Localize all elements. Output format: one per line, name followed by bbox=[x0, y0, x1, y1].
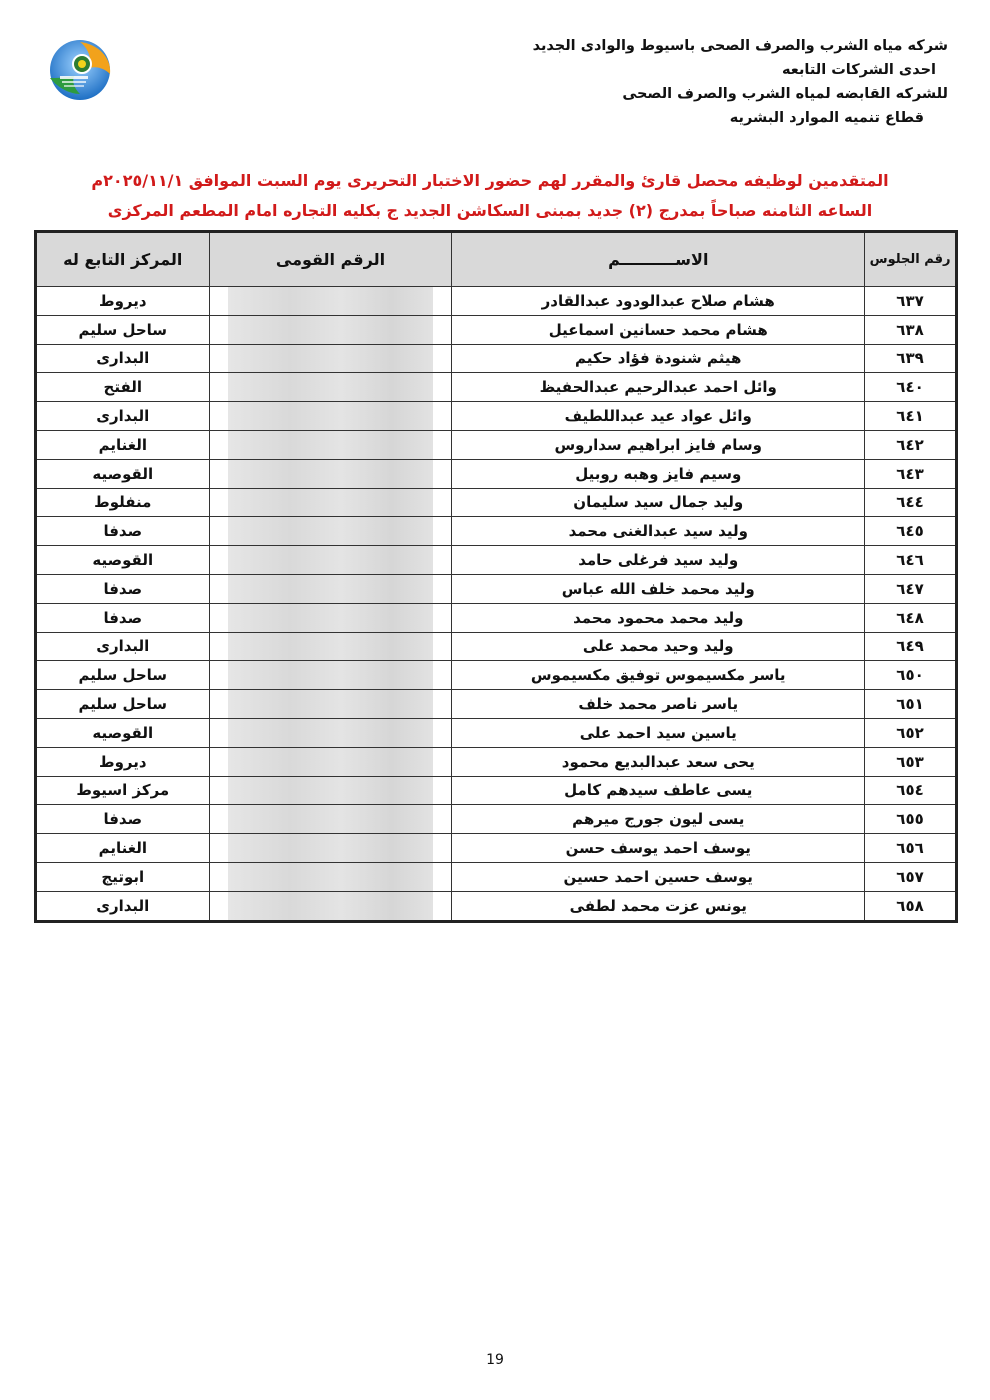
center-cell: البدارى bbox=[36, 344, 210, 373]
redaction-blur bbox=[228, 460, 434, 488]
table-row bbox=[36, 805, 957, 834]
seat-number-cell: ٦٤٤ bbox=[865, 488, 957, 517]
seat-number-cell: ٦٤٥ bbox=[865, 517, 957, 546]
national-id-cell-redacted bbox=[209, 402, 452, 431]
national-id-cell-redacted bbox=[209, 287, 452, 316]
center-cell: صدفا bbox=[36, 574, 210, 603]
seat-number-cell: ٦٥٠ bbox=[865, 661, 957, 690]
table-row bbox=[36, 517, 957, 546]
name-cell: وليد جمال سيد سليمان bbox=[452, 488, 865, 517]
seat-number-cell: ٦٣٩ bbox=[865, 344, 957, 373]
table-row bbox=[36, 718, 957, 747]
redaction-blur bbox=[228, 316, 434, 344]
redaction-blur bbox=[228, 633, 434, 661]
national-id-cell-redacted bbox=[209, 430, 452, 459]
name-cell: هيثم شنودة فؤاد حكيم bbox=[452, 344, 865, 373]
redaction-blur bbox=[228, 604, 434, 632]
redaction-blur bbox=[228, 373, 434, 401]
name-cell: وليد سيد عبدالغنى محمد bbox=[452, 517, 865, 546]
seat-number-cell: ٦٥٥ bbox=[865, 805, 957, 834]
national-id-cell-redacted bbox=[209, 459, 452, 488]
name-cell: وائل عواد عيد عبداللطيف bbox=[452, 402, 865, 431]
name-cell: وليد وحيد محمد على bbox=[452, 632, 865, 661]
seat-number-cell: ٦٥١ bbox=[865, 690, 957, 719]
seat-number-cell: ٦٥٤ bbox=[865, 776, 957, 805]
header-seat-number: رقم الجلوس bbox=[865, 232, 957, 287]
table-row bbox=[36, 315, 957, 344]
center-cell: البدارى bbox=[36, 632, 210, 661]
seat-number-cell: ٦٤٨ bbox=[865, 603, 957, 632]
company-logo-icon bbox=[44, 38, 116, 102]
table-row bbox=[36, 373, 957, 402]
center-cell: ساحل سليم bbox=[36, 690, 210, 719]
center-cell: ساحل سليم bbox=[36, 661, 210, 690]
center-cell: مركز اسيوط bbox=[36, 776, 210, 805]
seat-number-cell: ٦٤٢ bbox=[865, 430, 957, 459]
table-row bbox=[36, 459, 957, 488]
notice-line-1: المتقدمين لوظيفه محصل قارئ والمقرر لهم حضور الاختبار التحريرى يوم السبت الموافق ٢٠٢٥/١١/١م bbox=[91, 171, 889, 190]
center-cell: صدفا bbox=[36, 517, 210, 546]
seat-number-cell: ٦٣٨ bbox=[865, 315, 957, 344]
redaction-blur bbox=[228, 719, 434, 747]
table-row bbox=[36, 488, 957, 517]
center-cell: الفتح bbox=[36, 373, 210, 402]
header-line-sector: قطاع تنميه الموارد البشريه bbox=[729, 110, 924, 126]
center-cell: البدارى bbox=[36, 891, 210, 921]
seat-number-cell: ٦٤٧ bbox=[865, 574, 957, 603]
name-cell: يوسف حسين احمد حسين bbox=[452, 862, 865, 891]
redaction-blur bbox=[228, 575, 434, 603]
header-line-holding: للشركه القابضه لمياه الشرب والصرف الصحى bbox=[622, 86, 948, 102]
redaction-blur bbox=[228, 661, 434, 689]
seat-number-cell: ٦٣٧ bbox=[865, 287, 957, 316]
seat-number-cell: ٦٥٢ bbox=[865, 718, 957, 747]
redaction-blur bbox=[228, 489, 434, 517]
name-cell: يسى ليون جورج ميرهم bbox=[452, 805, 865, 834]
center-cell: القوصيه bbox=[36, 718, 210, 747]
table-row bbox=[36, 344, 957, 373]
national-id-cell-redacted bbox=[209, 718, 452, 747]
center-cell: ابوتيج bbox=[36, 862, 210, 891]
name-cell: هشام صلاح عبدالودود عبدالقادر bbox=[452, 287, 865, 316]
table-row bbox=[36, 834, 957, 863]
table-row bbox=[36, 287, 957, 316]
redaction-blur bbox=[228, 431, 434, 459]
national-id-cell-redacted bbox=[209, 661, 452, 690]
redaction-blur bbox=[228, 805, 434, 833]
name-cell: هشام محمد حسانين اسماعيل bbox=[452, 315, 865, 344]
seat-number-cell: ٦٥٧ bbox=[865, 862, 957, 891]
redaction-blur bbox=[228, 345, 434, 373]
candidates-table bbox=[34, 230, 958, 923]
page-number: 19 bbox=[486, 1352, 504, 1368]
notice-line-2: الساعه الثامنه صباحاً بمدرج (٢) جديد بمبنى السكاشن الجديد ج بكليه التجاره امام المطعم المركزى bbox=[107, 201, 873, 220]
table-row bbox=[36, 603, 957, 632]
center-cell: منفلوط bbox=[36, 488, 210, 517]
seat-number-cell: ٦٤٩ bbox=[865, 632, 957, 661]
table-row bbox=[36, 632, 957, 661]
name-cell: وليد سيد فرغلى حامد bbox=[452, 546, 865, 575]
table-row bbox=[36, 862, 957, 891]
name-cell: يوسف احمد يوسف حسن bbox=[452, 834, 865, 863]
redaction-blur bbox=[228, 546, 434, 574]
national-id-cell-redacted bbox=[209, 603, 452, 632]
table-row bbox=[36, 661, 957, 690]
national-id-cell-redacted bbox=[209, 891, 452, 921]
table-row bbox=[36, 891, 957, 921]
center-cell: صدفا bbox=[36, 805, 210, 834]
table-row bbox=[36, 546, 957, 575]
header-center: المركز التابع له bbox=[36, 232, 210, 287]
name-cell: ياسين سيد احمد على bbox=[452, 718, 865, 747]
center-cell: القوصيه bbox=[36, 459, 210, 488]
national-id-cell-redacted bbox=[209, 315, 452, 344]
center-cell: الغنايم bbox=[36, 834, 210, 863]
national-id-cell-redacted bbox=[209, 776, 452, 805]
company-header bbox=[468, 34, 948, 130]
center-cell: ديروط bbox=[36, 747, 210, 776]
national-id-cell-redacted bbox=[209, 690, 452, 719]
name-cell: وليد محمد محمود محمد bbox=[452, 603, 865, 632]
table-header-row bbox=[36, 232, 957, 287]
redaction-blur bbox=[228, 892, 434, 920]
name-cell: يونس عزت محمد لطفى bbox=[452, 891, 865, 921]
national-id-cell-redacted bbox=[209, 862, 452, 891]
national-id-cell-redacted bbox=[209, 373, 452, 402]
redaction-blur bbox=[228, 402, 434, 430]
seat-number-cell: ٦٤٣ bbox=[865, 459, 957, 488]
header-national-id: الرقم القومى bbox=[209, 232, 452, 287]
table-row bbox=[36, 402, 957, 431]
national-id-cell-redacted bbox=[209, 344, 452, 373]
national-id-cell-redacted bbox=[209, 632, 452, 661]
name-cell: وسيم فايز وهبه روبيل bbox=[452, 459, 865, 488]
table-row bbox=[36, 430, 957, 459]
header-line-company: شركه مياه الشرب والصرف الصحى باسيوط والوادى الجديد bbox=[532, 38, 948, 54]
header-name: الاســــــــــم bbox=[452, 232, 865, 287]
redaction-blur bbox=[228, 777, 434, 805]
seat-number-cell: ٦٥٣ bbox=[865, 747, 957, 776]
redaction-blur bbox=[228, 287, 434, 315]
redaction-blur bbox=[228, 517, 434, 545]
name-cell: وائل احمد عبدالرحيم عبدالحفيظ bbox=[452, 373, 865, 402]
name-cell: يحى سعد عبدالبديع محمود bbox=[452, 747, 865, 776]
seat-number-cell: ٦٥٦ bbox=[865, 834, 957, 863]
redaction-blur bbox=[228, 834, 434, 862]
national-id-cell-redacted bbox=[209, 805, 452, 834]
name-cell: ياسر ناصر محمد خلف bbox=[452, 690, 865, 719]
seat-number-cell: ٦٤٠ bbox=[865, 373, 957, 402]
table-row bbox=[36, 690, 957, 719]
redaction-blur bbox=[228, 748, 434, 776]
national-id-cell-redacted bbox=[209, 546, 452, 575]
redaction-blur bbox=[228, 863, 434, 891]
name-cell: وسام فايز ابراهيم سداروس bbox=[452, 430, 865, 459]
header-line-affiliate: احدى الشركات التابعه bbox=[781, 62, 936, 78]
national-id-cell-redacted bbox=[209, 488, 452, 517]
table-row bbox=[36, 574, 957, 603]
national-id-cell-redacted bbox=[209, 517, 452, 546]
seat-number-cell: ٦٥٨ bbox=[865, 891, 957, 921]
seat-number-cell: ٦٤٦ bbox=[865, 546, 957, 575]
center-cell: ديروط bbox=[36, 287, 210, 316]
table-row bbox=[36, 776, 957, 805]
national-id-cell-redacted bbox=[209, 747, 452, 776]
name-cell: ياسر مكسيموس توفيق مكسيموس bbox=[452, 661, 865, 690]
center-cell: الغنايم bbox=[36, 430, 210, 459]
name-cell: يسى عاطف سيدهم كامل bbox=[452, 776, 865, 805]
national-id-cell-redacted bbox=[209, 574, 452, 603]
redaction-blur bbox=[228, 690, 434, 718]
seat-number-cell: ٦٤١ bbox=[865, 402, 957, 431]
center-cell: صدفا bbox=[36, 603, 210, 632]
national-id-cell-redacted bbox=[209, 834, 452, 863]
exam-notice bbox=[60, 166, 920, 226]
table-row bbox=[36, 747, 957, 776]
center-cell: البدارى bbox=[36, 402, 210, 431]
center-cell: القوصيه bbox=[36, 546, 210, 575]
center-cell: ساحل سليم bbox=[36, 315, 210, 344]
name-cell: وليد محمد خلف الله عباس bbox=[452, 574, 865, 603]
